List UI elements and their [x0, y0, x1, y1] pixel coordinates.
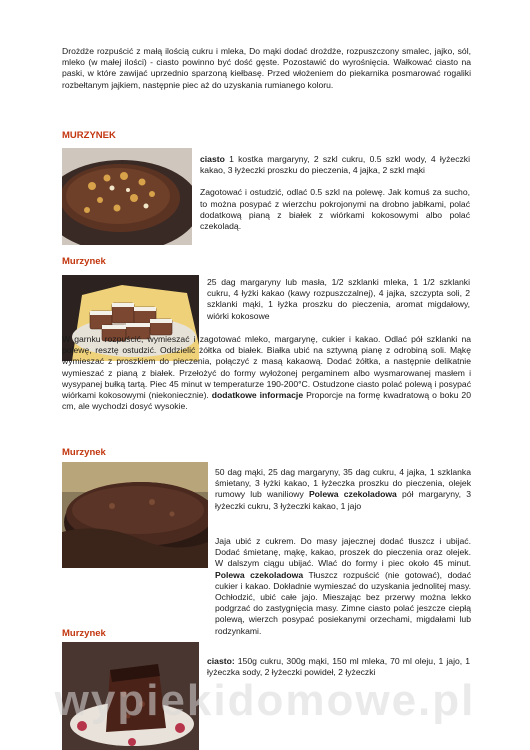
recipe-3-glaze-instr-label: Polewa czekoladowa: [215, 569, 304, 580]
recipe-1-ingredients: [200, 154, 470, 176]
recipe-4-ingredients-label: ciasto:: [207, 656, 235, 666]
recipe-2-body: [62, 334, 471, 412]
recipe-2-instructions: [62, 334, 471, 412]
recipe-2-ingredients: 25 dag margaryny lub masła, 1/2 szklanki mleka, 1 1/2 szklanki cukru, 4 łyżki kakao (kawy rozpuszczalnej), 4 jajka, szczypta soli, 2 szklanki mąki, 1 łyżka proszku do pieczenia, aromat migdałowy, wiórki kokosowe: [207, 277, 470, 321]
recipe-3-ingredients-text: 50 dag mąki, 25 dag margaryny, 35 dag cukru, 4 jajka, 1 szklanka śmietany, 3 łyżki kakao, 1 łyżeczka proszku do pieczenia, olejek rumowy lub waniliowy: [215, 467, 471, 500]
recipe-4-title: Murzynek: [62, 628, 106, 639]
recipe-2-extra-label: dodatkowe informacje: [211, 390, 304, 401]
recipe-2-extra-text: Proporcje na formę kwadratową o boku 20 cm, ale wychodzi dosyć wysokie.: [62, 390, 471, 412]
recipe-3-glaze-label: Polewa czekoladowa: [308, 489, 397, 500]
recipe-1-instructions: Zagotować i ostudzić, odlać 0.5 szkl na polewę. Jak komuś za sucho, to można posypać z wierzchu pokrojonymi na drobno jabłkami, polać dodatkową pianą z białek z wiórkami kokosowymi albo polać czekoladą.: [200, 187, 470, 232]
recipe-2-text: [207, 277, 470, 322]
recipe-3-text: [215, 467, 471, 512]
recipe-2-instructions-text: W garnku rozpuścić, wymieszać i zagotować mleko, margarynę, cukier i kakao. Odlać pół szklanki na polewę, resztę ostudzić. Oddzielić żółtka od białek. Białka ubić na sztywną pianę z odrobiną soli. Mąkę wymieszać z proszkiem do pieczenia, połączyć z masą kakaową. Dodać żółtka, a następnie delikatnie wymieszać z pianą z białek. Przełożyć do formy wyłożonej pergaminem albo wysmarowanej masłem i wysypanej bułką tartą. Piec 45 minut w temperaturze 190-200°C. Ostudzone ciasto polać polewą i posypać wiórkami kokosowymi (niekoniecznie).: [62, 334, 471, 401]
watermark: wypiekidomowe.pl: [54, 676, 476, 725]
recipe-3-ingredients: [215, 467, 471, 512]
intro-section: [62, 46, 471, 91]
recipe-2-title: Murzynek: [62, 256, 106, 267]
recipe-3-body: [62, 536, 471, 637]
recipe-1-photo: [62, 148, 192, 245]
recipe-1-text: [200, 154, 470, 232]
recipe-3-glaze-text: pół margaryny, 3 łyżeczki cukru, 3 łyżeczki kakao, 1 jajo: [215, 489, 472, 511]
recipe-3-glaze-instr-text: Tłuszcz rozpuścić (nie gotować), dodać cukier i kakao. Dokładnie wymieszać do uzyskania jednolitej masy. Ochłodzić, ubić całe jajo. Mieszając bez przerwy można lekko podgrzać do zastygnięcia masy. Zimne ciasto polać jeszcze ciepłą polewą, wierzch posypać posiekanymi orzechami, migdałami lub rodzynkami.: [215, 569, 472, 636]
recipe-1-title: MURZYNEK: [62, 130, 116, 141]
recipe-4-ingredients-text: 150g cukru, 300g mąki, 150 ml mleka, 70 ml oleju, 1 jajo, 1 łyżeczka sody, 2 łyżeczki powideł, 2 łyżeczki: [207, 656, 470, 678]
recipe-1-ingredients-label: ciasto: [200, 154, 225, 164]
recipe-3-instructions-text: Jaja ubić z cukrem. Do masy jajecznej dodać tłuszcz i ubijać. Dodać śmietanę, mąkę, kakao, proszek do pieczenia oraz olejek. W dalszym ciągu ubijać. Wlać do formy i piec około 45 minut.: [215, 536, 471, 569]
recipe-3-title: Murzynek: [62, 447, 106, 458]
intro-paragraph: Drożdże rozpuścić z małą ilością cukru i mleka, Do mąki dodać drożdże, rozpuszczony smalec, jajko, sól, mleko (w małej ilości) - ciasto powinno być dość gęste. Pozostawić do wyrośnięcia. Wałkować ciasto na paski, w które zawijać uprzednio sparzoną kiełbasę. Przed włożeniem do piekarnika posmarować rogaliki rozbełtanym jajkiem, następnie piec aż do uzyskania rumianego koloru.: [62, 46, 471, 90]
recipe-3-instructions: [62, 536, 471, 637]
recipe-1-ingredients-text: 1 kostka margaryny, 2 szkl cukru, 0.5 szkl wody, 4 łyżeczki kakao, 3 łyżeczki proszku do pieczenia, 4 jajka, 2 szkl mąki: [200, 154, 470, 176]
